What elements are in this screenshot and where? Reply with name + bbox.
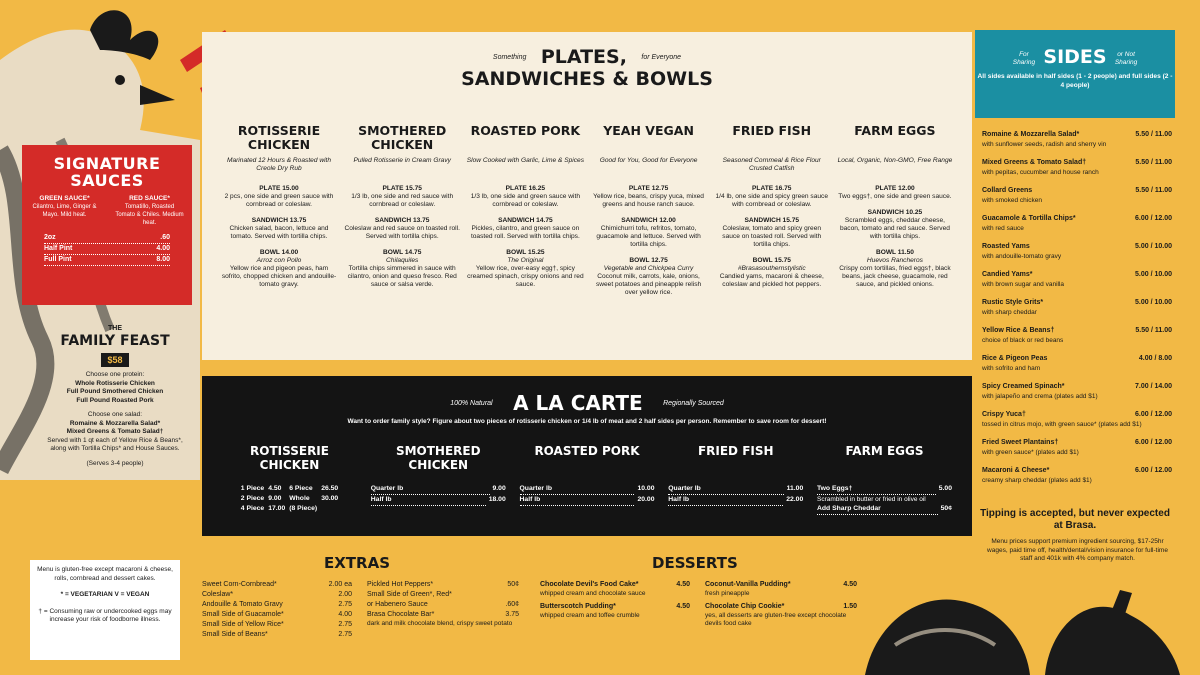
menu-item bbox=[202, 610, 352, 620]
dessert-desc: whipped cream and toffee crumble bbox=[540, 612, 640, 619]
item-name: Small Side of Green*, Red* bbox=[367, 591, 452, 598]
alc-pork-name: ROASTED PORK bbox=[534, 444, 640, 458]
bowl-dish: Arroz con Pollo bbox=[256, 257, 302, 264]
dessert-desc: fresh pineapple bbox=[705, 590, 750, 597]
side-name: Romaine & Mozzarella Salad* bbox=[982, 131, 1080, 138]
chocolate-bar-desc: dark and milk chocolate blend, crispy sweet potato bbox=[367, 620, 513, 627]
plate-price: PLATE 12.75 bbox=[628, 185, 669, 192]
side-item bbox=[982, 270, 1172, 280]
alc-fish bbox=[668, 444, 803, 515]
column-name: ROTISSERIE CHICKEN bbox=[237, 123, 321, 152]
sandwich-price: SANDWICH 12.00 bbox=[621, 217, 676, 224]
plates-panel bbox=[202, 32, 972, 360]
feast-salad-label: Choose one salad: bbox=[87, 411, 143, 418]
item-name: or Habenero Sauce bbox=[367, 601, 428, 608]
tip-note: Menu prices support premium ingredient sourcing, $17-25hr wages, paid time off, health/dental/vision insurance for full-time staff and 401k with 4% company match. bbox=[987, 538, 1168, 562]
pepper-illustration bbox=[855, 585, 1035, 675]
side-name: Yellow Rice & Beans† bbox=[982, 327, 1055, 334]
side-price: 5.00 / 10.00 bbox=[1135, 299, 1172, 306]
plate-desc: Two eggs†, one side and green sauce. bbox=[838, 193, 952, 200]
item-name: Andouille & Tomato Gravy bbox=[202, 601, 283, 608]
item-price: 2.75 bbox=[338, 631, 352, 638]
menu-item bbox=[367, 580, 519, 590]
sandwich-desc: Scrambled eggs, cheddar cheese, bacon, tomato and red sauce. Served with tortilla chips. bbox=[839, 217, 950, 240]
side-name: Rice & Pigeon Peas bbox=[982, 355, 1048, 362]
bowl-price: BOWL 14.75 bbox=[383, 249, 422, 256]
item-price: 2.75 bbox=[338, 601, 352, 608]
side-name: Mixed Greens & Tomato Salad† bbox=[982, 159, 1087, 166]
side-desc: with andouille-tomato gravy bbox=[982, 253, 1062, 260]
plate-column bbox=[836, 124, 954, 297]
alc-chicken-name: ROTISSERIE CHICKEN bbox=[250, 444, 329, 472]
column-name: YEAH VEGAN bbox=[603, 123, 694, 138]
extras-title-wrap bbox=[324, 555, 390, 571]
column-desc: Local, Organic, Non-GMO, Free Range bbox=[837, 157, 953, 164]
side-desc: with sharp cheddar bbox=[982, 309, 1037, 316]
desserts-title: DESSERTS bbox=[652, 554, 738, 572]
side-price: 6.00 / 12.00 bbox=[1135, 411, 1172, 418]
sides-right-tag: or Not Sharing bbox=[1114, 50, 1138, 66]
feast-price: $58 bbox=[101, 353, 128, 368]
gluten-free-note: Menu is gluten-free except macaroni & cheese, rolls, cornbread and dessert cakes. bbox=[37, 566, 173, 582]
side-name: Spicy Creamed Spinach* bbox=[982, 383, 1065, 390]
feast-salad: Mixed Greens & Tomato Salad† bbox=[66, 428, 164, 435]
sauce-size-row: Half Pint 4.00 bbox=[44, 244, 170, 255]
side-item bbox=[982, 438, 1172, 448]
alc-smothered-name: SMOTHERED CHICKEN bbox=[395, 444, 481, 472]
price-row: Half lb 20.00 bbox=[520, 495, 655, 506]
price-row: Half lb 22.00 bbox=[668, 495, 803, 506]
a-la-carte-panel bbox=[202, 376, 972, 536]
plate-column bbox=[713, 124, 831, 297]
plate-desc: 1/3 lb, one side and green sauce with cornbread or coleslaw. bbox=[470, 193, 580, 208]
side-desc: with pepitas, cucumber and house ranch bbox=[982, 169, 1099, 176]
dessert-price: 1.50 bbox=[843, 603, 857, 610]
bowl-dish: #Brasasouthernstylistic bbox=[737, 265, 806, 272]
item-name: Sweet Corn-Cornbread* bbox=[202, 581, 277, 588]
sandwich-price: SANDWICH 15.75 bbox=[744, 217, 800, 224]
dessert-desc: yes, all desserts are gluten-free except chocolate devils food cake bbox=[705, 612, 847, 627]
desserts-col-1 bbox=[540, 580, 690, 624]
side-item bbox=[982, 466, 1172, 476]
sandwich-desc: Pickles, cilantro, and green sauce on toasted roll. Served with tortilla chips. bbox=[470, 225, 580, 240]
dessert-item bbox=[540, 580, 690, 590]
side-name: Macaroni & Cheese* bbox=[982, 467, 1050, 474]
extras-title: EXTRAS bbox=[324, 554, 391, 572]
side-name: Rustic Style Grits* bbox=[982, 299, 1044, 306]
column-desc: Good for You, Good for Everyone bbox=[599, 157, 698, 164]
bowl-dish: Huevos Rancheros bbox=[866, 257, 923, 264]
plate-desc: 2 pcs, one side and green sauce with cornbread or coleslaw. bbox=[224, 193, 334, 208]
plate-price: PLATE 15.00 bbox=[259, 185, 299, 192]
alc-title: A LA CARTE bbox=[513, 391, 643, 415]
menu-item bbox=[202, 600, 352, 610]
sandwich-price: SANDWICH 13.75 bbox=[251, 217, 307, 224]
plate-column bbox=[343, 124, 461, 297]
item-price: .60¢ bbox=[505, 601, 519, 608]
bowl-dish: Chilaquiles bbox=[386, 257, 419, 264]
plates-title-1: PLATES, bbox=[540, 46, 627, 68]
price-row: Add Sharp Cheddar 50¢ bbox=[817, 504, 952, 515]
item-name: Coleslaw* bbox=[202, 591, 234, 598]
side-price: 4.00 / 8.00 bbox=[1138, 355, 1172, 362]
sauce-size-row: Full Pint 8.00 bbox=[44, 255, 170, 266]
sandwich-desc: Chicken salad, bacon, lettuce and tomato. Served with tortilla chips. bbox=[229, 225, 329, 240]
bowl-desc: Candied yams, macaroni & cheese, coleslaw and pickled hot peppers. bbox=[719, 273, 824, 288]
item-price: 3.75 bbox=[505, 611, 519, 618]
plate-column bbox=[466, 124, 584, 297]
bowl-desc: Crispy corn tortillas, fried eggs†, black beans, jack cheese, guacamole, red sauce, and pickled onions. bbox=[839, 265, 951, 288]
dessert-desc: whipped cream and chocolate sauce bbox=[540, 590, 646, 597]
sides-header bbox=[975, 30, 1175, 118]
plate-desc: 1/4 lb, one side and spicy green sauce with cornbread or coleslaw. bbox=[715, 193, 829, 208]
bowl-desc: Yellow rice and pigeon peas, ham sofrito, chopped chicken and andouille-tomato gravy. bbox=[221, 265, 337, 288]
side-item bbox=[982, 410, 1172, 420]
side-price: 5.00 / 10.00 bbox=[1135, 271, 1172, 278]
bowl-dish: Vegetable and Chickpea Curry bbox=[603, 265, 694, 272]
plate-price: PLATE 16.75 bbox=[752, 185, 792, 192]
item-name: Small Side of Guacamole* bbox=[202, 611, 284, 618]
menu-item bbox=[202, 630, 352, 640]
feast-serves: (Serves 3-4 people) bbox=[86, 459, 144, 467]
side-desc: choice of black or red beans bbox=[982, 337, 1064, 344]
side-price: 6.00 / 12.00 bbox=[1135, 467, 1172, 474]
item-name: Pickled Hot Peppers* bbox=[367, 581, 434, 588]
side-item bbox=[982, 186, 1172, 196]
side-item bbox=[982, 382, 1172, 392]
feast-protein: Full Pound Roasted Pork bbox=[76, 396, 154, 404]
dessert-name: Chocolate Devil's Food Cake* bbox=[540, 581, 639, 588]
feast-protein: Full Pound Smothered Chicken bbox=[66, 388, 164, 395]
dessert-name: Coconut-Vanilla Pudding* bbox=[705, 581, 791, 588]
signature-sauces-title: SIGNATURE SAUCES bbox=[53, 154, 161, 190]
side-name: Roasted Yams bbox=[982, 243, 1030, 250]
item-price: 2.00 bbox=[338, 591, 352, 598]
menu-item bbox=[202, 590, 352, 600]
side-desc: with sunflower seeds, radish and sherry vin bbox=[982, 141, 1107, 148]
dietary-legend bbox=[30, 560, 180, 660]
side-desc: with red sauce bbox=[982, 225, 1024, 232]
side-item bbox=[982, 326, 1172, 336]
feast-the: THE bbox=[108, 325, 122, 332]
column-name: ROASTED PORK bbox=[470, 123, 581, 138]
alc-eggs-name: FARM EGGS bbox=[845, 444, 924, 458]
dessert-name: Chocolate Chip Cookie* bbox=[705, 603, 785, 610]
alc-left-tag: 100% Natural bbox=[450, 399, 493, 407]
alc-pork bbox=[520, 444, 655, 515]
dessert-item bbox=[705, 580, 857, 590]
side-desc: creamy sharp cheddar (plates add $1) bbox=[982, 477, 1092, 484]
bowl-price: BOWL 11.50 bbox=[875, 249, 914, 256]
desserts-col-2 bbox=[705, 580, 857, 632]
side-name: Collard Greens bbox=[982, 187, 1033, 194]
green-sauce-name: GREEN SAUCE* bbox=[39, 195, 90, 202]
plates-right-tag: for Everyone bbox=[641, 53, 682, 61]
side-item bbox=[982, 242, 1172, 252]
signature-sauces-panel bbox=[22, 145, 192, 305]
price-row: Quarter lb 9.00 bbox=[371, 484, 506, 495]
menu-item bbox=[202, 620, 352, 630]
tip-statement: Tipping is accepted, but never expected at Brasa. bbox=[980, 508, 1170, 531]
item-price: 4.00 bbox=[338, 611, 352, 618]
sandwich-price: SANDWICH 14.75 bbox=[498, 217, 553, 224]
green-sauce-desc: Cilantro, Lime, Ginger & Mayo. Mild heat. bbox=[32, 204, 97, 218]
bowl-price: BOWL 12.75 bbox=[629, 257, 668, 264]
dessert-price: 4.50 bbox=[676, 603, 690, 610]
plate-desc: 1/3 lb, one side and red sauce with cornbread or coleslaw. bbox=[351, 193, 454, 208]
alc-intro: Want to order family style? Figure about two pieces of rotisserie chicken or 1/4 lb of meat and 2 half sides per person. Remember to save room for dessert! bbox=[347, 418, 827, 425]
bowl-dish: The Original bbox=[507, 257, 544, 264]
extras-col-2 bbox=[367, 580, 519, 632]
price-row: Half lb 18.00 bbox=[371, 495, 506, 506]
sandwich-desc: Coleslaw and red sauce on toasted roll. Served with tortilla chips. bbox=[344, 225, 460, 240]
feast-protein-label: Choose one protein: bbox=[85, 371, 145, 378]
menu-item bbox=[202, 580, 352, 590]
side-item bbox=[982, 214, 1172, 224]
item-price: 50¢ bbox=[507, 581, 519, 588]
raw-egg-note: † = Consuming raw or undercooked eggs may increase your risk of foodborne illness. bbox=[38, 607, 172, 623]
bowl-price: BOWL 14.00 bbox=[259, 249, 299, 256]
bowl-desc: Yellow rice, over-easy egg†, spicy creamed spinach, crispy onions and red sauce. bbox=[467, 265, 584, 288]
feast-title: FAMILY FEAST bbox=[60, 332, 170, 349]
side-price: 6.00 / 12.00 bbox=[1135, 215, 1172, 222]
side-price: 6.00 / 12.00 bbox=[1135, 439, 1172, 446]
red-sauce-name: RED SAUCE* bbox=[129, 195, 170, 202]
side-desc: with jalapeño and crema (plates add $1) bbox=[982, 393, 1098, 400]
plates-left-tag: Something bbox=[492, 53, 527, 61]
bowl-desc: Tortilla chips simmered in sauce with cilantro, onion and queso fresco. Red sauce or salsa verde. bbox=[347, 265, 457, 288]
dessert-item bbox=[705, 602, 857, 612]
price-row: Two Eggs† 5.00 bbox=[817, 484, 952, 495]
side-price: 5.50 / 11.00 bbox=[1135, 131, 1172, 138]
item-price: 2.00 ea bbox=[328, 581, 352, 588]
sandwich-desc: Coleslaw, tomato and spicy green sauce on toasted roll. Served with tortilla chips. bbox=[722, 225, 822, 248]
side-price: 5.50 / 11.00 bbox=[1135, 187, 1172, 194]
side-item bbox=[982, 298, 1172, 308]
desserts-title-wrap bbox=[652, 555, 738, 571]
alc-eggs bbox=[817, 444, 952, 515]
side-price: 7.00 / 14.00 bbox=[1135, 383, 1172, 390]
dessert-name: Butterscotch Pudding* bbox=[540, 603, 616, 610]
pepper-illustration-2 bbox=[1040, 585, 1180, 675]
plate-price: PLATE 16.25 bbox=[505, 185, 546, 192]
feast-salad: Romaine & Mozzarella Salad* bbox=[69, 419, 161, 427]
side-desc: with sofrito and ham bbox=[982, 365, 1041, 372]
item-price: 2.75 bbox=[338, 621, 352, 628]
side-desc: with brown sugar and vanilla bbox=[982, 281, 1065, 288]
column-name: FRIED FISH bbox=[732, 123, 812, 138]
dessert-item bbox=[540, 602, 690, 612]
side-name: Guacamole & Tortilla Chips* bbox=[982, 215, 1076, 222]
side-name: Crispy Yuca† bbox=[982, 411, 1026, 418]
feast-protein: Whole Rotisserie Chicken bbox=[75, 379, 155, 387]
sides-note: All sides available in half sides (1 - 2 people) and full sides (2 - 4 people) bbox=[977, 73, 1173, 89]
menu-item bbox=[367, 600, 519, 610]
bowl-desc: Coconut milk, carrots, kale, onions, sweet potatoes and pineapple relish over yellow rice. bbox=[595, 273, 702, 296]
column-name: FARM EGGS bbox=[854, 123, 936, 138]
alc-fish-name: FRIED FISH bbox=[697, 444, 774, 458]
side-desc: with green sauce* (plates add $1) bbox=[982, 449, 1079, 456]
plate-column bbox=[220, 124, 338, 297]
column-name: SMOTHERED CHICKEN bbox=[358, 123, 447, 152]
extras-col-1 bbox=[202, 580, 352, 640]
plate-desc: Yellow rice, beans, crispy yuca, mixed greens and house ranch sauce. bbox=[593, 193, 704, 208]
side-item bbox=[982, 354, 1172, 364]
side-price: 5.00 / 10.00 bbox=[1135, 243, 1172, 250]
item-name: Brasa Chocolate Bar* bbox=[367, 611, 435, 618]
alc-chicken: ROTISSERIE CHICKEN 1 Piece 4.50 6 Piece 26.50 2 Piece 9.00 Whole 30.00 4 Piece 17.00 (8 Piece) bbox=[222, 444, 357, 515]
menu-item bbox=[367, 590, 519, 600]
menu-item bbox=[367, 610, 519, 620]
dessert-price: 4.50 bbox=[843, 581, 857, 588]
sides-title: SIDES bbox=[1043, 46, 1107, 68]
dessert-price: 4.50 bbox=[676, 581, 690, 588]
sandwich-desc: Chimichurri tofu, refritos, tomato, guacamole and lettuce. Served with tortilla chips. bbox=[596, 225, 701, 248]
side-item bbox=[982, 130, 1172, 140]
bowl-price: BOWL 15.75 bbox=[752, 257, 791, 264]
sandwich-price: SANDWICH 10.25 bbox=[867, 209, 923, 216]
sauce-size-row: 2oz .60 bbox=[44, 233, 170, 244]
item-name: Small Side of Beans* bbox=[202, 631, 268, 638]
plates-title-2: SANDWICHES & BOWLS bbox=[461, 68, 713, 90]
column-desc: Pulled Rotisserie in Cream Gravy bbox=[353, 157, 451, 164]
side-item bbox=[982, 158, 1172, 168]
alc-smothered bbox=[371, 444, 506, 515]
column-desc: Seasoned Cornmeal & Rice Flour Crusted Catfish bbox=[722, 157, 821, 172]
side-price: 5.50 / 11.00 bbox=[1135, 327, 1172, 334]
feast-served: Served with 1 qt each of Yellow Rice & Beans*, along with Tortilla Chips* and House Sauces. bbox=[47, 436, 183, 452]
price-row: Quarter lb 11.00 bbox=[668, 484, 803, 495]
side-desc: with smoked chicken bbox=[982, 197, 1042, 204]
sandwich-price: SANDWICH 13.75 bbox=[374, 217, 430, 224]
side-name: Fried Sweet Plantains† bbox=[982, 439, 1059, 446]
family-feast-panel bbox=[40, 325, 190, 535]
side-price: 5.50 / 11.00 bbox=[1135, 159, 1172, 166]
column-desc: Marinated 12 Hours & Roasted with Creole Dry Rub bbox=[226, 157, 332, 172]
sides-list bbox=[982, 130, 1172, 494]
red-sauce-desc: Tomatillo, Roasted Tomato & Chiles. Medium heat. bbox=[115, 204, 184, 226]
price-row: Quarter lb 10.00 bbox=[520, 484, 655, 495]
eggs-desc: Scrambled in butter or fried in olive oil bbox=[817, 496, 926, 503]
veg-legend: * = VEGETARIAN V = VEGAN bbox=[60, 591, 150, 598]
side-name: Candied Yams* bbox=[982, 271, 1033, 278]
bowl-price: BOWL 15.25 bbox=[506, 249, 545, 256]
alc-right-tag: Regionally Sourced bbox=[663, 399, 724, 407]
plate-column bbox=[590, 124, 708, 297]
column-desc: Slow Cooked with Garlic, Lime & Spices bbox=[466, 157, 585, 164]
sides-left-tag: For Sharing bbox=[1012, 50, 1036, 66]
side-desc: tossed in citrus mojo, with green sauce* (plates add $1) bbox=[982, 421, 1142, 428]
plate-price: PLATE 15.75 bbox=[382, 185, 422, 192]
item-name: Small Side of Yellow Rice* bbox=[202, 621, 284, 628]
plate-price: PLATE 12.00 bbox=[875, 185, 915, 192]
